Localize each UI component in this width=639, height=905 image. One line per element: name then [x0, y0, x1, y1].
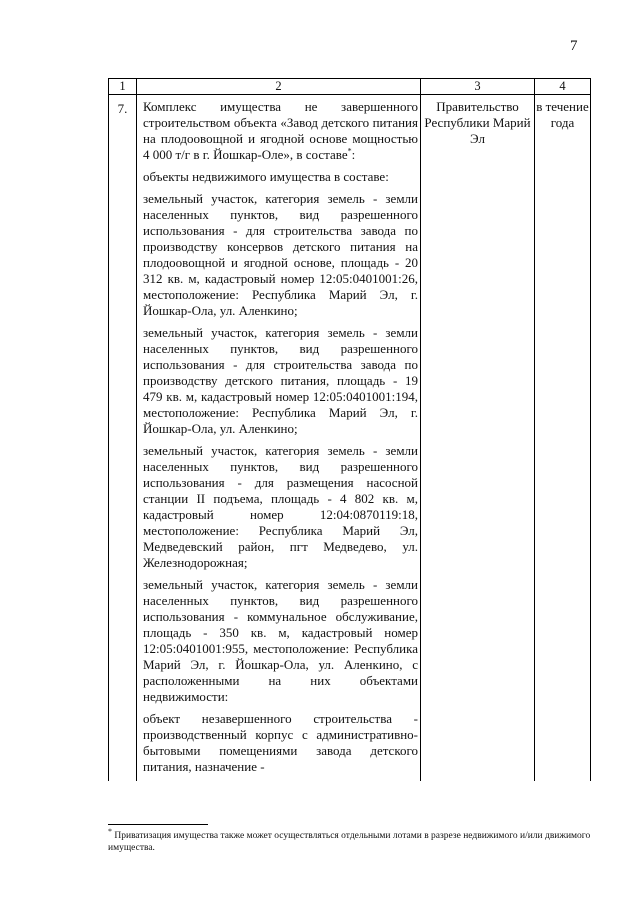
row-paragraph: земельный участок, категория земель - земли населенных пунктов, вид разрешенного использования - для размещения насосной станции II подъема, площадь - 4 802 кв. м, кадастровый номер 12:04:0870119:18, местоположение: Республика Марий Эл, Медведевский район, пгт Медведево, ул. Железнодорожная;: [143, 443, 418, 570]
footnote-divider: [108, 824, 208, 825]
row-title-suffix: :: [351, 147, 356, 162]
row-description: [137, 95, 421, 782]
row-title-text: Комплекс имущества не завершенного строительством объекта «Завод детского питания на плодоовощной и ягодной основе мощностью 4 000 т/г в г. Йошкар-Оле», в составе: [143, 99, 418, 162]
header-cell-4: 4: [535, 79, 591, 95]
header-cell-2: 2: [137, 79, 421, 95]
table-row: [109, 95, 591, 782]
row-paragraph: земельный участок, категория земель - земли населенных пунктов, вид разрешенного использования - для строительства завода по производству консервов детского питания на плодоовощной и ягодной основе, площадь - 20 312 кв. м, кадастровый номер 12:05:0401001:26, местоположение: Республика Марий Эл, г. Йошкар-Ола, ул. Аленкино;: [143, 191, 418, 318]
row-paragraph: земельный участок, категория земель - земли населенных пунктов, вид разрешенного использования - для строительства завода по производству детского питания, площадь - 19 479 кв. м, кадастровый номер 12:05:0401001:194, местоположение: Республика Марий Эл, г. Йошкар-Ола, ул. Аленкино;: [143, 325, 418, 436]
page-number: 7: [570, 38, 578, 54]
footnote-text: Приватизация имущества также может осуществляться отдельными лотами в разрезе недвижимого и/или движимого имущества.: [108, 831, 591, 853]
row-paragraph: земельный участок, категория земель - земли населенных пунктов, вид разрешенного использования - коммунальное обслуживание, площадь - 350 кв. м, кадастровый номер 12:05:0401001:955, местоположение: Республика Марий Эл, г. Йошкар-Ола, ул. Аленкино, с расположенными на них объектами недвижимости:: [143, 577, 418, 704]
footnote-mark: *: [347, 146, 352, 156]
footnote: [108, 826, 598, 854]
row-term: в течение года: [535, 95, 591, 782]
row-owner: Правительство Республики Марий Эл: [421, 95, 535, 782]
row-number: 7.: [109, 95, 137, 782]
row-paragraph: объект незавершенного строительства - производственный корпус с административно-бытовыми помещениями завода детского питания, назначение -: [143, 711, 418, 774]
row-title: [143, 99, 418, 163]
table-header-row: [109, 79, 591, 95]
privatization-table: [108, 78, 591, 781]
row-paragraph: объекты недвижимого имущества в составе:: [143, 169, 389, 184]
header-cell-1: 1: [109, 79, 137, 95]
footnote-mark: *: [108, 826, 112, 836]
header-cell-3: 3: [421, 79, 535, 95]
